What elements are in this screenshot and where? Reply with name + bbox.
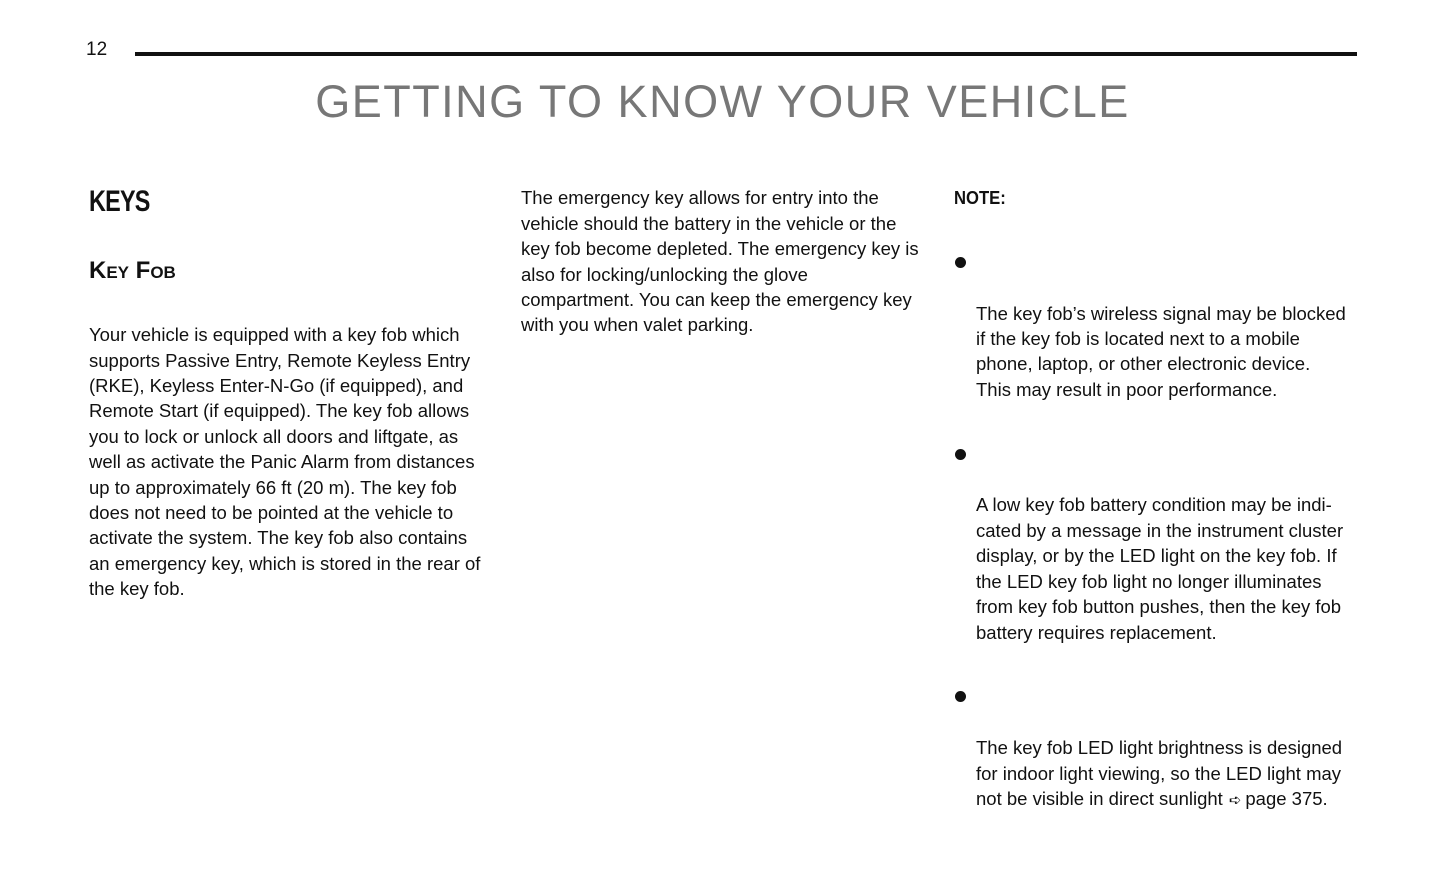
body-paragraph: The emergency key allows for entry into the vehicle should the battery in the vehicle or the key fob become depleted. The emergency key is also for locking/unlocking the glove compartment. You can keep the emergency key with you when valet parking.: [521, 187, 919, 336]
subsection-heading: Key Fob: [89, 256, 176, 284]
page-number: 12: [86, 39, 108, 60]
note-bullet: [954, 442, 1374, 645]
page-reference-link[interactable]: page 375.: [1245, 787, 1328, 809]
body-paragraph: Your vehicle is equipped with a key fob which supports Passive Entry, Remote Keyless Entry (RKE), Keyless Enter-N-Go (if equipped), and Remote Start (if equipped). The key fob allows you to lock or unlock all doors and liftgate, as well as activate the Panic Alarm from distances up to approximately 66 ft (20 m). The key fob does not need to be pointed at the vehicle to activate the system. The key fob also contains an emergency key, which is stored in the rear of the key fob.: [89, 324, 481, 600]
header-rule: [135, 52, 1357, 56]
bullet-icon: [955, 449, 966, 460]
bullet-icon: [955, 257, 966, 268]
section-heading: KEYS: [89, 185, 150, 219]
page-title: GETTING TO KNOW YOUR VEHICLE: [315, 76, 1130, 127]
column-1: [89, 160, 509, 627]
bullet-text: A low key fob battery condition may be indi- cated by a message in the instrument cluster display, or by the LED light on the key fob. If the LED key fob light no longer illuminates from key fob button pushes, then the key fob battery requires replacement.: [976, 494, 1344, 643]
note-label: NOTE:: [954, 187, 1006, 209]
column-3: [954, 160, 1374, 839]
bullet-text: The key fob’s wireless signal may be blocked if the key fob is located next to a mobile phone, laptop, or other electronic device. This may result in poor performance.: [976, 302, 1346, 400]
bullet-icon: [955, 691, 966, 702]
note-bullet: [954, 250, 1374, 402]
arrow-right-icon: ➪: [1228, 791, 1242, 809]
bullet-text: The key fob LED light brightness is designed for indoor light viewing, so the LED light may not be visible in direct sunlight: [976, 737, 1343, 809]
column-2: [521, 160, 941, 363]
note-bullet: [954, 684, 1374, 813]
